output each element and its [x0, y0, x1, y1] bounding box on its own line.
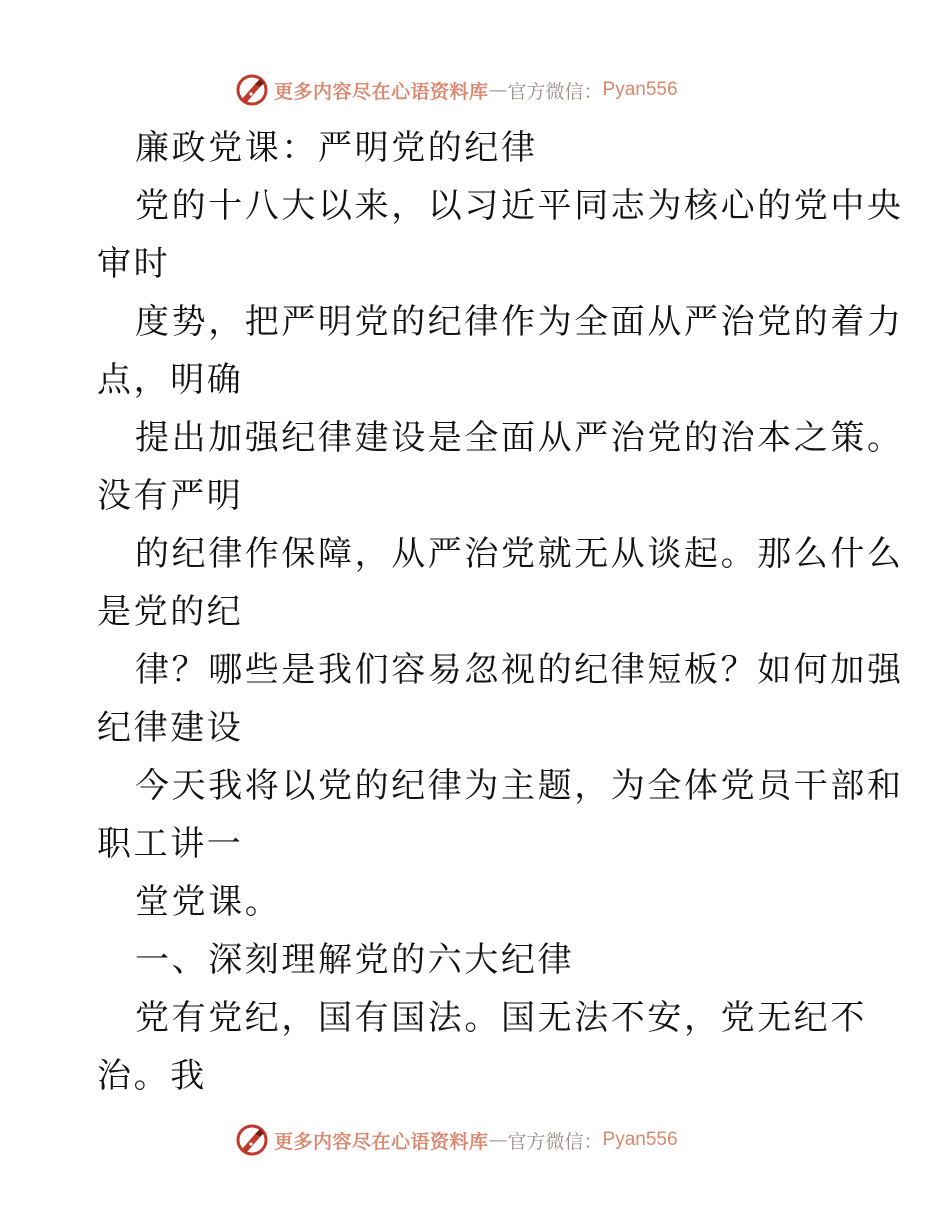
- paragraph-line: 堂党课。: [135, 882, 282, 922]
- paragraph-line: 今天我将以党的纪律为主题，为全体党员干部和: [135, 766, 904, 806]
- section-heading: 一、深刻理解党的六大纪律: [135, 940, 575, 980]
- paragraph-line: 纪律建设: [97, 708, 244, 748]
- paragraph-line: 律？哪些是我们容易忽视的纪律短板？如何加强: [135, 650, 904, 690]
- paragraph-line: 治。我: [97, 1056, 207, 1096]
- paragraph-line: 度势，把严明党的纪律作为全面从严治党的着力: [135, 302, 904, 342]
- wechat-label: 官方微信：: [507, 1130, 603, 1153]
- paragraph-line: 职工讲一: [97, 824, 244, 864]
- banner-separator: —: [488, 79, 508, 101]
- paragraph-line: 是党的纪: [97, 592, 244, 632]
- header-banner[interactable]: [234, 72, 678, 108]
- paragraph-line: 审时: [97, 244, 171, 284]
- paragraph-line: 没有严明: [97, 476, 244, 516]
- pen-nib-icon: [234, 1122, 270, 1158]
- wechat-id: Pyan556: [602, 79, 678, 100]
- site-slogan: 更多内容尽在心语资料库: [274, 80, 489, 103]
- document-title: 廉政党课：严明党的纪律: [135, 128, 538, 168]
- wechat-id: Pyan556: [602, 1129, 678, 1150]
- paragraph-line: 点，明确: [97, 360, 244, 400]
- paragraph-line: 的纪律作保障，从严治党就无从谈起。那么什么: [135, 534, 904, 574]
- footer-banner[interactable]: [234, 1122, 678, 1158]
- paragraph-line: 提出加强纪律建设是全面从严治党的治本之策。: [135, 418, 904, 458]
- banner-separator: —: [488, 1129, 508, 1151]
- pen-nib-icon: [234, 72, 270, 108]
- paragraph-line: 党的十八大以来，以习近平同志为核心的党中央: [135, 186, 904, 226]
- wechat-label: 官方微信：: [507, 80, 603, 103]
- site-slogan: 更多内容尽在心语资料库: [274, 1130, 489, 1153]
- paragraph-line: 党有党纪，国有国法。国无法不安，党无纪不: [135, 998, 867, 1038]
